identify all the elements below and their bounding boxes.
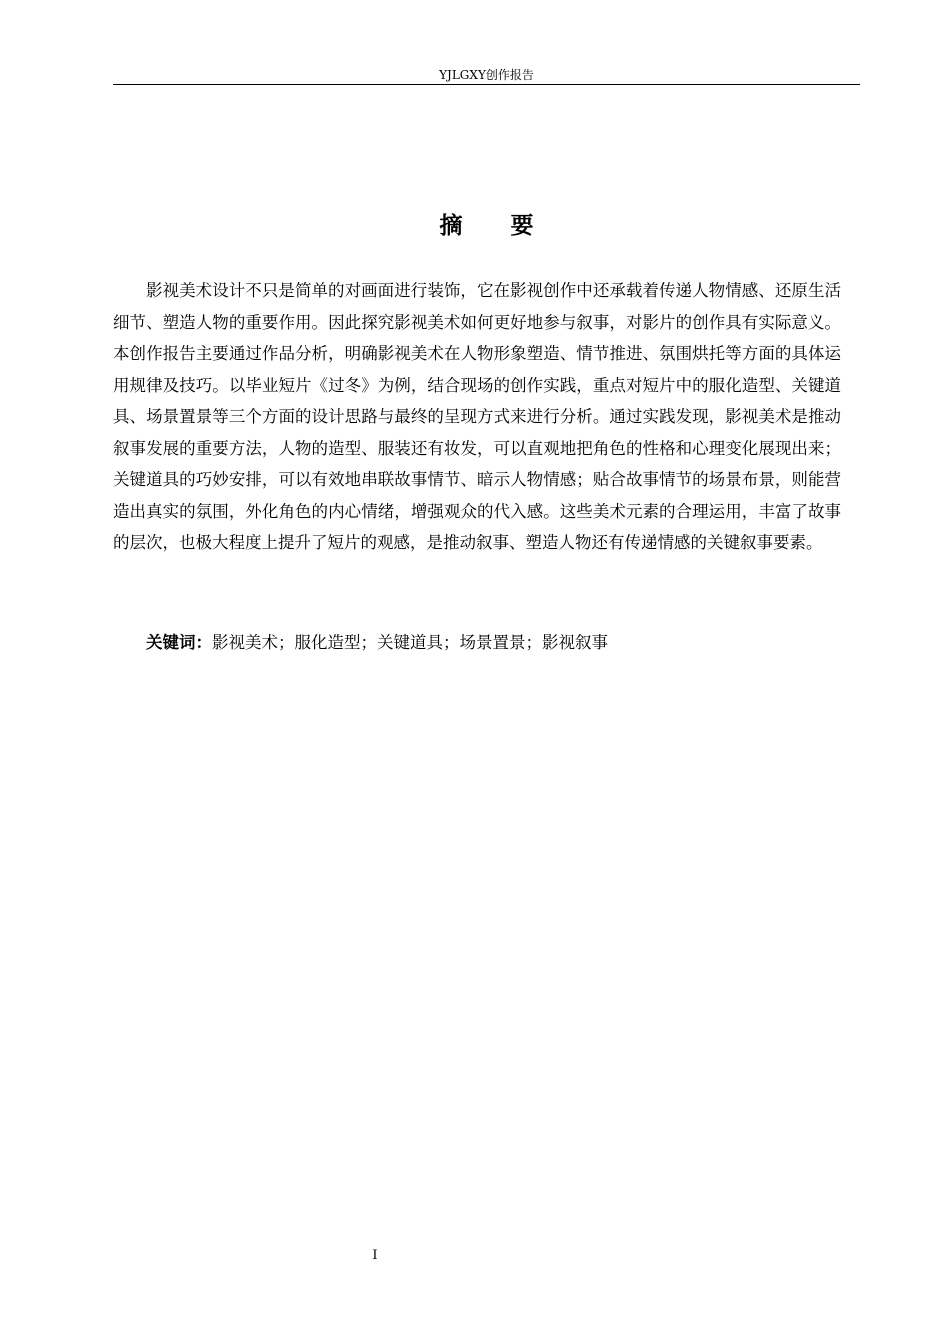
abstract-body: 影视美术设计不只是简单的对画面进行装饰，它在影视创作中还承载着传递人物情感、还原生活细节、塑造人物的重要作用。因此探究影视美术如何更好地参与叙事，对影片的创作具有实际意义。本创作报告主要通过作品分析，明确影视美术在人物形象塑造、情节推进、氛围烘托等方面的具体运用规律及技巧。以毕业短片《过冬》为例，结合现场的创作实践，重点对短片中的服化造型、关键道具、场景置景等三个方面的设计思路与最终的呈现方式来进行分析。通过实践发现，影视美术是推动叙事发展的重要方法，人物的造型、服装还有妆发，可以直观地把角色的性格和心理变化展现出来；关键道具的巧妙安排，可以有效地串联故事情节、暗示人物情感；贴合故事情节的场景布景，则能营造出真实的氛围，外化角色的内心情绪，增强观众的代入感。这些美术元素的合理运用，丰富了故事的层次，也极大程度上提升了短片的观感，是推动叙事、塑造人物还有传递情感的关键叙事要素。: [113, 281, 841, 552]
keywords-label: 关键词：: [146, 633, 212, 652]
page-header: [113, 66, 860, 85]
keywords-line: [113, 627, 841, 659]
page-number: I: [372, 1248, 378, 1263]
title-char-1: 摘: [439, 213, 463, 239]
header-text: YJLGXY创作报告: [439, 68, 534, 82]
abstract-title: [113, 210, 860, 242]
title-char-2: 要: [510, 213, 534, 239]
keywords-terms: 影视美术；服化造型；关键道具；场景置景；影视叙事: [212, 633, 608, 652]
